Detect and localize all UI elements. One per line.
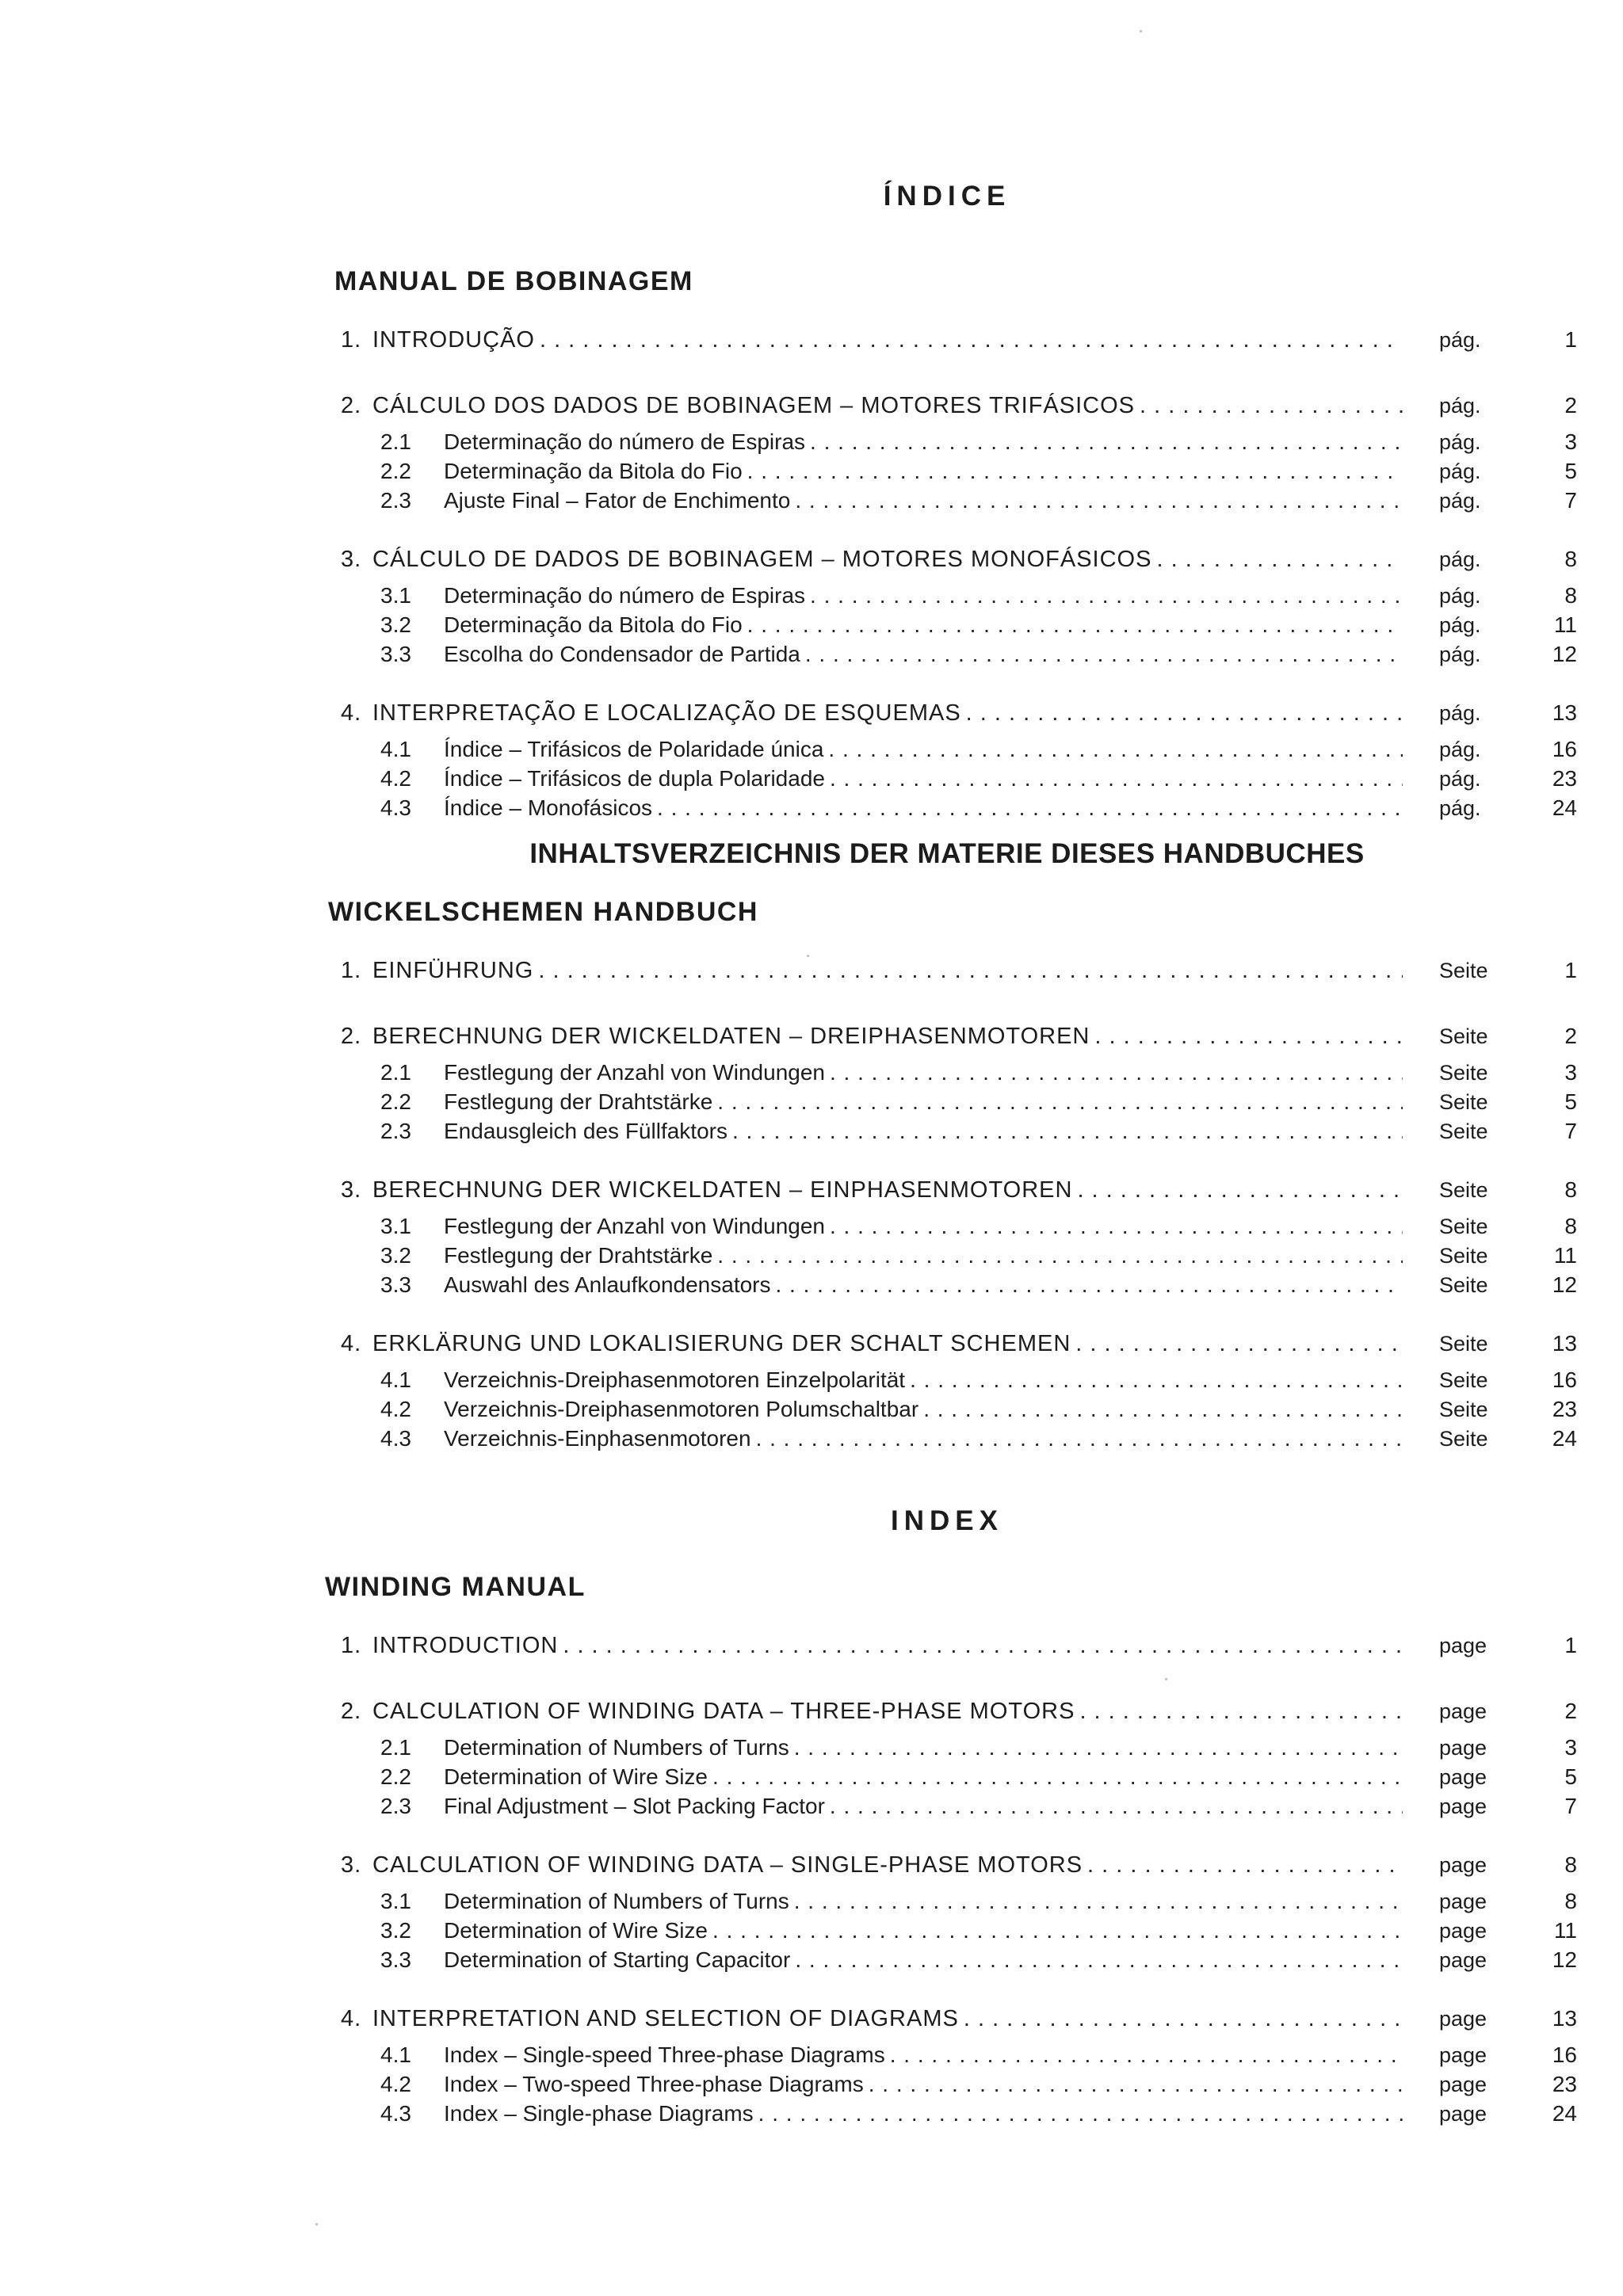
section-subtitle: MANUAL DE BOBINAGEM [334,266,693,296]
page-label: Seite [1439,1332,1488,1356]
entry-title: Ajuste Final – Fator de Enchimento [444,488,791,513]
toc-chapter [317,700,1577,825]
entry-title: CÁLCULO DOS DADOS DE BOBINAGEM – MOTORES TRIFÁSICOS [372,393,1135,418]
entry-title: EINFÜHRUNG [372,958,534,983]
toc-chapter [317,1852,1577,1977]
toc-subsection-row [317,1119,1577,1148]
dot-leader [747,459,1403,484]
page-number: 1 [1564,1633,1577,1657]
toc-subsection-row [317,1397,1577,1426]
entry-title: Auswahl des Anlaufkondensators [444,1272,771,1297]
entry-number: 4.3 [380,795,411,820]
page-label: page [1439,1699,1487,1723]
scan-speck [1140,30,1142,32]
entry-number: 1. [341,327,362,353]
entry-number: 3.3 [380,642,411,666]
toc-chapter [317,327,1577,364]
page-label: pág. [1439,394,1481,418]
page-number: 8 [1564,1177,1577,1202]
dot-leader [563,1633,1403,1659]
entry-title: Verzeichnis-Einphasenmotoren [444,1426,751,1451]
toc-subsection-row [317,2101,1577,2130]
entry-title: Determinação do número de Espiras [444,429,806,454]
toc-chapter-row [317,1633,1577,1669]
table-of-contents [317,1633,1577,2130]
entry-number: 2.2 [380,1089,411,1114]
section-heading: ÍNDICE [883,181,1011,212]
toc-chapter-row [317,1699,1577,1735]
table-of-contents [317,958,1577,1455]
index-section-portuguese [317,181,1577,854]
section-subtitle: WINDING MANUAL [325,1572,586,1602]
dot-leader [830,1214,1403,1239]
toc-chapter-row [317,1852,1577,1889]
entry-number: 2. [341,1024,362,1049]
page-label: Seite [1439,1427,1488,1451]
page-label: pág. [1439,489,1481,513]
page-label: Seite [1439,1178,1488,1202]
dot-leader [540,327,1403,353]
dot-leader [810,429,1403,455]
page-number: 8 [1564,1852,1577,1877]
dot-leader [1077,1177,1403,1203]
entry-number: 4.2 [380,2072,411,2096]
entry-number: 4.2 [380,1397,411,1421]
dot-leader [805,642,1403,667]
entry-title: Determinação da Bitola do Fio [444,612,743,637]
entry-number: 4.1 [380,737,411,761]
toc-subsection-row [317,795,1577,825]
dot-leader [717,1089,1403,1115]
page-label: Seite [1439,1119,1488,1143]
dot-leader [1079,1699,1403,1725]
toc-subsection-row [317,1889,1577,1918]
entry-title: INTRODUCTION [372,1633,559,1658]
section-heading: INHALTSVERZEICHNIS DER MATERIE DIESES HANDBUCHES [529,838,1365,869]
entry-title: ERKLÄRUNG UND LOKALISIERUNG DER SCHALT SCHEMEN [372,1331,1071,1356]
toc-subsection-row [317,642,1577,671]
toc-chapter-row [317,393,1577,429]
page-number: 24 [1552,795,1577,820]
table-of-contents [317,327,1577,825]
page-label: Seite [1439,1244,1488,1268]
toc-chapter-row [317,1024,1577,1060]
entry-title: Festlegung der Drahtstärke [444,1089,713,1114]
toc-subsection-row [317,1243,1577,1272]
entry-number: 2.1 [380,429,411,454]
section-heading: INDEX [891,1505,1003,1536]
toc-subsection-row [317,459,1577,488]
dot-leader [1140,393,1403,419]
entry-number: 3.3 [380,1947,411,1972]
entry-title: BERECHNUNG DER WICKELDATEN – EINPHASENMOTOREN [372,1177,1073,1203]
page-number: 13 [1552,2006,1577,2031]
dot-leader [756,1426,1403,1451]
page-number: 11 [1553,612,1577,637]
entry-title: INTERPRETAÇÃO E LOCALIZAÇÃO DE ESQUEMAS [372,700,961,726]
page-label: page [1439,1948,1487,1972]
page-number: 5 [1564,1764,1577,1789]
page-number: 11 [1553,1918,1577,1943]
dot-leader [794,1889,1403,1914]
toc-subsection-row [317,737,1577,766]
scan-speck [807,955,809,957]
dot-leader [1087,1852,1403,1878]
page-label: Seite [1439,1090,1488,1114]
page-label: pág. [1439,430,1481,454]
dot-leader [830,1794,1403,1819]
dot-leader [830,1060,1403,1085]
dot-leader [810,583,1403,608]
dot-leader [966,700,1403,727]
dot-leader [1094,1024,1403,1050]
dot-leader [1156,547,1403,573]
page-label: Seite [1439,1024,1488,1048]
page-number: 11 [1553,1243,1577,1268]
entry-number: 4.2 [380,766,411,791]
entry-title: Determination of Wire Size [444,1764,708,1789]
page-label: page [1439,1919,1487,1943]
entry-title: Índice – Monofásicos [444,795,653,820]
toc-subsection-row [317,1367,1577,1397]
dot-leader [923,1397,1403,1422]
entry-number: 4.3 [380,1426,411,1451]
page-label: page [1439,1853,1487,1877]
toc-chapter-row [317,1331,1577,1367]
entry-title: Endausgleich des Füllfaktors [444,1119,727,1143]
page-label: page [1439,1736,1487,1760]
dot-leader [964,2006,1403,2032]
page-number: 16 [1552,2042,1577,2067]
entry-title: Determination of Wire Size [444,1918,708,1943]
page-number: 13 [1552,1331,1577,1356]
page-number: 7 [1564,488,1577,513]
toc-chapter [317,958,1577,994]
dot-leader [758,2101,1403,2126]
entry-title: Determinação da Bitola do Fio [444,459,743,483]
entry-title: Festlegung der Anzahl von Windungen [444,1214,825,1238]
entry-title: Determination of Starting Capacitor [444,1947,791,1972]
entry-number: 1. [341,958,362,983]
entry-number: 4. [341,1331,362,1356]
page-number: 7 [1564,1794,1577,1818]
entry-number: 2.2 [380,459,411,483]
page-number: 16 [1552,737,1577,761]
dot-leader [712,1918,1403,1943]
page-number: 8 [1564,1889,1577,1913]
dot-leader [869,2072,1403,2097]
toc-chapter [317,1331,1577,1455]
dot-leader [1075,1331,1403,1357]
entry-title: Index – Two-speed Three-phase Diagrams [444,2072,864,2096]
page-label: pág. [1439,643,1481,666]
page-label: pág. [1439,738,1481,761]
index-section-german [317,838,1577,1485]
dot-leader [776,1272,1403,1298]
entry-title: INTRODUÇÃO [372,327,535,353]
toc-subsection-row [317,1089,1577,1119]
page-number: 24 [1552,1426,1577,1451]
page-number: 5 [1564,1089,1577,1114]
entry-title: Index – Single-speed Three-phase Diagrams [444,2042,885,2067]
toc-subsection-row [317,612,1577,642]
page-label: Seite [1439,1368,1488,1392]
entry-title: Festlegung der Drahtstärke [444,1243,713,1268]
page-label: Seite [1439,1061,1488,1085]
entry-number: 3. [341,547,362,572]
entry-title: Final Adjustment – Slot Packing Factor [444,1794,825,1818]
toc-chapter-row [317,1177,1577,1214]
page-label: pág. [1439,460,1481,483]
entry-title: Índice – Trifásicos de Polaridade única [444,737,824,761]
toc-subsection-row [317,1794,1577,1823]
toc-chapter-row [317,547,1577,583]
entry-number: 2.2 [380,1764,411,1789]
dot-leader [910,1367,1403,1393]
index-section-english [317,1505,1577,2160]
page-label: Seite [1439,1215,1488,1238]
entry-number: 2.1 [380,1060,411,1085]
toc-subsection-row [317,429,1577,459]
toc-subsection-row [317,583,1577,612]
entry-title: Determination of Numbers of Turns [444,1735,789,1760]
toc-subsection-row [317,1060,1577,1089]
toc-subsection-row [317,2072,1577,2101]
page-number: 23 [1552,2072,1577,2096]
entry-number: 2.1 [380,1735,411,1760]
entry-number: 3.3 [380,1272,411,1297]
toc-chapter [317,1633,1577,1669]
page-number: 8 [1564,547,1577,571]
entry-title: Verzeichnis-Dreiphasenmotoren Polumschaltbar [444,1397,919,1421]
entry-title: Festlegung der Anzahl von Windungen [444,1060,825,1085]
toc-subsection-row [317,1426,1577,1455]
page-number: 12 [1552,1272,1577,1297]
toc-subsection-row [317,1735,1577,1764]
page-label: Seite [1439,1398,1488,1421]
entry-number: 2. [341,393,362,418]
dot-leader [830,766,1403,791]
toc-subsection-row [317,1214,1577,1243]
entry-title: CÁLCULO DE DADOS DE BOBINAGEM – MOTORES MONOFÁSICOS [372,547,1152,572]
entry-title: Escolha do Condensador de Partida [444,642,800,666]
page-label: page [1439,2073,1487,2096]
entry-title: Verzeichnis-Dreiphasenmotoren Einzelpolarität [444,1367,906,1392]
entry-number: 4.1 [380,1367,411,1392]
page-label: page [1439,1765,1487,1789]
toc-subsection-row [317,1272,1577,1302]
toc-chapter [317,2006,1577,2130]
dot-leader [890,2042,1403,2068]
entry-title: Índice – Trifásicos de dupla Polaridade [444,766,825,791]
page-label: pág. [1439,767,1481,791]
dot-leader [747,612,1403,638]
page-label: pág. [1439,584,1481,608]
page-label: pág. [1439,547,1481,571]
scan-speck [315,2223,318,2225]
entry-number: 3.2 [380,1243,411,1268]
entry-number: 3.2 [380,1918,411,1943]
entry-title: CALCULATION OF WINDING DATA – SINGLE-PHASE MOTORS [372,1852,1083,1878]
toc-chapter-row [317,700,1577,737]
page-number: 12 [1552,642,1577,666]
page-number: 5 [1564,459,1577,483]
entry-number: 2.3 [380,1119,411,1143]
page-label: Seite [1439,1273,1488,1297]
entry-number: 3.1 [380,1214,411,1238]
entry-title: Determinação do número de Espiras [444,583,806,608]
page-number: 1 [1564,327,1577,352]
entry-number: 3. [341,1177,362,1203]
entry-number: 3.1 [380,583,411,608]
toc-chapter [317,1699,1577,1823]
page-number: 24 [1552,2101,1577,2126]
toc-chapter-row [317,2006,1577,2042]
entry-number: 1. [341,1633,362,1658]
page-label: page [1439,2043,1487,2067]
page-label: Seite [1439,959,1488,982]
entry-number: 2. [341,1699,362,1724]
toc-chapter-row [317,327,1577,364]
toc-subsection-row [317,766,1577,795]
page-label: page [1439,2007,1487,2031]
toc-chapter [317,1024,1577,1148]
toc-subsection-row [317,1947,1577,1977]
page-label: pág. [1439,613,1481,637]
page-label: page [1439,1634,1487,1657]
entry-title: CALCULATION OF WINDING DATA – THREE-PHASE MOTORS [372,1699,1075,1724]
page-number: 3 [1564,1735,1577,1760]
dot-leader [794,1735,1403,1760]
dot-leader [732,1119,1403,1144]
entry-title: Index – Single-phase Diagrams [444,2101,754,2126]
page-number: 13 [1552,700,1577,725]
toc-subsection-row [317,488,1577,517]
entry-number: 4.1 [380,2042,411,2067]
entry-title: BERECHNUNG DER WICKELDATEN – DREIPHASENMOTOREN [372,1024,1090,1049]
dot-leader [795,1947,1403,1973]
entry-number: 4. [341,2006,362,2031]
dot-leader [828,737,1403,762]
entry-number: 3.2 [380,612,411,637]
page-number: 2 [1564,1024,1577,1048]
entry-title: Determination of Numbers of Turns [444,1889,789,1913]
dot-leader [538,958,1403,984]
page-number: 16 [1552,1367,1577,1392]
entry-number: 3.1 [380,1889,411,1913]
page-number: 2 [1564,393,1577,418]
page-label: page [1439,1890,1487,1913]
toc-subsection-row [317,2042,1577,2072]
dot-leader [717,1243,1403,1268]
toc-chapter [317,393,1577,517]
page-number: 23 [1552,766,1577,791]
page-label: pág. [1439,796,1481,820]
toc-chapter [317,1177,1577,1302]
entry-title: INTERPRETATION AND SELECTION OF DIAGRAMS [372,2006,959,2031]
page-number: 23 [1552,1397,1577,1421]
page-number: 12 [1552,1947,1577,1972]
page-label: pág. [1439,701,1481,725]
dot-leader [795,488,1403,513]
entry-number: 2.3 [380,488,411,513]
toc-chapter [317,547,1577,671]
page-label: page [1439,2102,1487,2126]
page-label: page [1439,1794,1487,1818]
toc-subsection-row [317,1918,1577,1947]
page-number: 1 [1564,958,1577,982]
page-number: 7 [1564,1119,1577,1143]
dot-leader [712,1764,1403,1790]
page-number: 2 [1564,1699,1577,1723]
toc-subsection-row [317,1764,1577,1794]
scan-speck [1165,1678,1167,1680]
toc-chapter-row [317,958,1577,994]
page-number: 8 [1564,1214,1577,1238]
page-number: 8 [1564,583,1577,608]
entry-number: 4.3 [380,2101,411,2126]
entry-number: 2.3 [380,1794,411,1818]
dot-leader [657,795,1403,821]
section-subtitle: WICKELSCHEMEN HANDBUCH [328,897,758,927]
page-label: pág. [1439,328,1481,352]
page-number: 3 [1564,1060,1577,1085]
entry-number: 4. [341,700,362,726]
page-number: 3 [1564,429,1577,454]
entry-number: 3. [341,1852,362,1878]
